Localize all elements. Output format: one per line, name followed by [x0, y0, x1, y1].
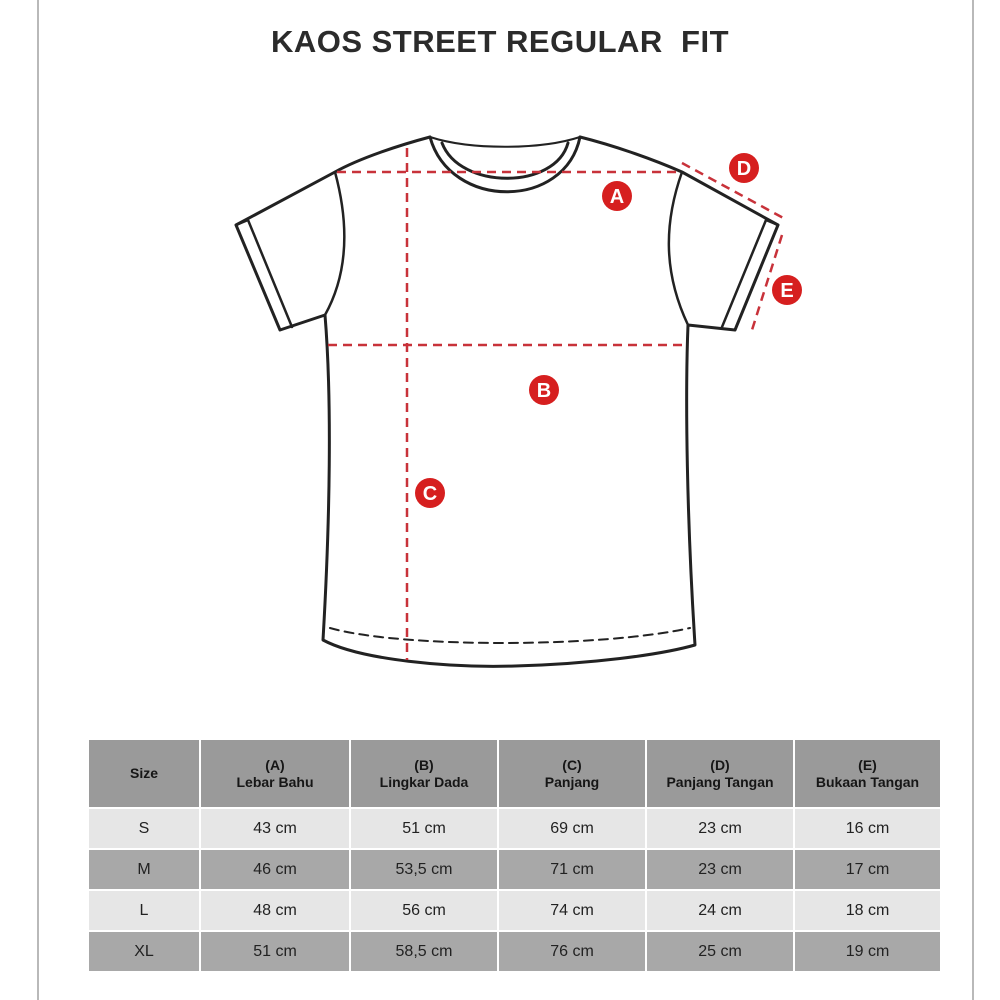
bottom-hem-stitch	[330, 628, 690, 643]
table-cell: 76 cm	[499, 932, 645, 971]
table-cell: 69 cm	[499, 809, 645, 848]
measurement-lines	[328, 148, 787, 660]
marker-c-label: C	[422, 483, 438, 505]
marker-b-label: B	[536, 380, 552, 402]
size-cell: S	[89, 809, 199, 848]
header-sleeve-opening	[795, 740, 940, 807]
marker-b	[529, 375, 559, 405]
marker-d-label: D	[736, 158, 752, 180]
table-cell: 74 cm	[499, 891, 645, 930]
header-sleeve-length	[647, 740, 793, 807]
table-row	[89, 932, 940, 971]
header-chest-circumference	[351, 740, 497, 807]
size-cell: XL	[89, 932, 199, 971]
table-header-row	[89, 740, 940, 807]
header-label: Panjang	[544, 773, 600, 790]
table-row	[89, 850, 940, 889]
left-armhole-seam	[325, 172, 344, 315]
header-code: (B)	[414, 756, 434, 773]
marker-e-label: E	[780, 280, 794, 302]
table-cell: 56 cm	[351, 891, 497, 930]
table-cell: 23 cm	[647, 850, 793, 889]
table-cell: 71 cm	[499, 850, 645, 889]
table-cell: 48 cm	[201, 891, 349, 930]
table-row	[89, 809, 940, 848]
marker-a	[602, 181, 632, 211]
table-cell: 51 cm	[201, 932, 349, 971]
header-label: Lingkar Dada	[379, 773, 469, 790]
marker-e	[772, 275, 802, 305]
header-code: (C)	[562, 756, 582, 773]
table-cell: 51 cm	[351, 809, 497, 848]
collar-rib-line	[430, 137, 580, 147]
header-label: Panjang Tangan	[666, 773, 774, 790]
header-label: Lebar Bahu	[236, 773, 314, 790]
size-chart-table	[87, 738, 942, 973]
tshirt-outline	[236, 137, 778, 666]
table-cell: 19 cm	[795, 932, 940, 971]
size-cell: L	[89, 891, 199, 930]
table-cell: 43 cm	[201, 809, 349, 848]
header-code: (D)	[710, 756, 730, 773]
table-cell: 17 cm	[795, 850, 940, 889]
marker-d	[729, 153, 759, 183]
header-shoulder-width	[201, 740, 349, 807]
table-cell: 16 cm	[795, 809, 940, 848]
header-size-label: Size	[129, 765, 158, 781]
table-cell: 25 cm	[647, 932, 793, 971]
marker-c	[415, 478, 445, 508]
header-code: (A)	[265, 756, 285, 773]
header-code: (E)	[858, 756, 877, 773]
marker-a-label: A	[609, 186, 625, 208]
left-sleeve-hem	[236, 220, 292, 327]
header-label: Bukaan Tangan	[815, 773, 920, 790]
table-cell: 24 cm	[647, 891, 793, 930]
table-cell: 58,5 cm	[351, 932, 497, 971]
header-length	[499, 740, 645, 807]
table-cell: 53,5 cm	[351, 850, 497, 889]
collar-outer	[430, 137, 580, 192]
right-armhole-seam	[669, 172, 688, 325]
table-cell: 23 cm	[647, 809, 793, 848]
table-row	[89, 891, 940, 930]
right-sleeve-hem	[722, 220, 778, 327]
tshirt-body-outline	[236, 137, 778, 666]
page-title: KAOS STREET REGULAR FIT	[270, 24, 730, 59]
table-cell: 46 cm	[201, 850, 349, 889]
table-cell: 18 cm	[795, 891, 940, 930]
header-size	[89, 740, 199, 807]
size-cell: M	[89, 850, 199, 889]
